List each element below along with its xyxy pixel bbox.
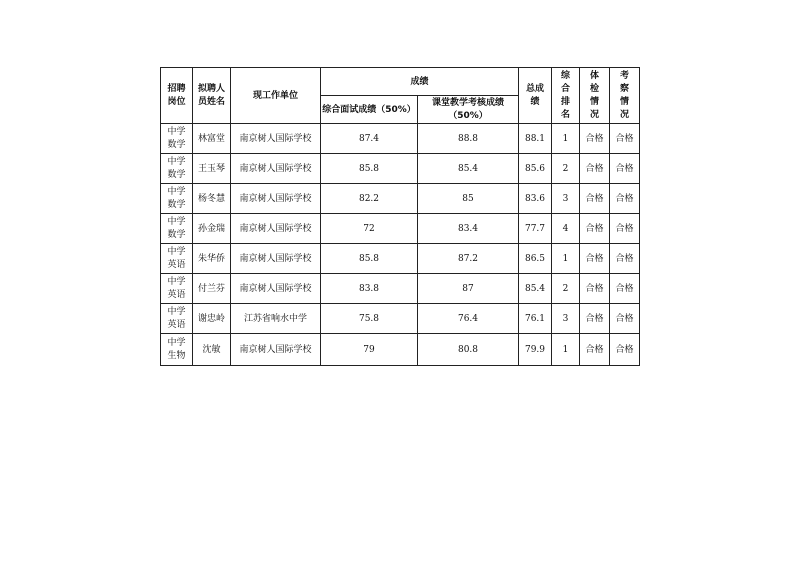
header-interview: 综合面试成绩（50%） — [321, 96, 418, 124]
table-row — [161, 334, 640, 366]
cell-physical: 合格 — [580, 334, 610, 366]
cell-unit: 南京树人国际学校 — [231, 334, 321, 366]
cell-rank: 4 — [552, 214, 580, 244]
cell-teaching: 87 — [418, 274, 519, 304]
cell-interview: 85.8 — [321, 154, 418, 184]
table-row — [161, 274, 640, 304]
cell-unit: 南京树人国际学校 — [231, 154, 321, 184]
cell-rank: 1 — [552, 124, 580, 154]
cell-interview: 82.2 — [321, 184, 418, 214]
cell-name: 谢忠岭 — [193, 304, 231, 334]
cell-unit: 南京树人国际学校 — [231, 274, 321, 304]
cell-name: 付兰芬 — [193, 274, 231, 304]
cell-total: 85.6 — [519, 154, 552, 184]
cell-total: 83.6 — [519, 184, 552, 214]
cell-interview: 79 — [321, 334, 418, 366]
cell-position: 中学 数学 — [161, 184, 193, 214]
table-row — [161, 304, 640, 334]
cell-total: 88.1 — [519, 124, 552, 154]
cell-total: 79.9 — [519, 334, 552, 366]
header-total: 总成 绩 — [519, 68, 552, 124]
cell-inspection: 合格 — [610, 124, 640, 154]
cell-name: 朱华侨 — [193, 244, 231, 274]
cell-position: 中学 数学 — [161, 214, 193, 244]
cell-teaching: 85.4 — [418, 154, 519, 184]
cell-interview: 83.8 — [321, 274, 418, 304]
cell-rank: 3 — [552, 184, 580, 214]
cell-inspection: 合格 — [610, 184, 640, 214]
cell-unit: 南京树人国际学校 — [231, 244, 321, 274]
table-header — [161, 68, 640, 124]
cell-position: 中学 英语 — [161, 244, 193, 274]
table-row — [161, 124, 640, 154]
cell-position: 中学 数学 — [161, 124, 193, 154]
cell-unit: 江苏省响水中学 — [231, 304, 321, 334]
cell-teaching: 87.2 — [418, 244, 519, 274]
table-body — [161, 124, 640, 366]
cell-inspection: 合格 — [610, 274, 640, 304]
cell-total: 86.5 — [519, 244, 552, 274]
cell-interview: 87.4 — [321, 124, 418, 154]
cell-inspection: 合格 — [610, 334, 640, 366]
cell-physical: 合格 — [580, 154, 610, 184]
cell-inspection: 合格 — [610, 214, 640, 244]
cell-name: 孙金瑞 — [193, 214, 231, 244]
table-row — [161, 154, 640, 184]
cell-rank: 3 — [552, 304, 580, 334]
cell-position: 中学 英语 — [161, 304, 193, 334]
cell-physical: 合格 — [580, 244, 610, 274]
cell-name: 沈敏 — [193, 334, 231, 366]
header-teaching: 课堂教学考核成绩 （50%） — [418, 96, 519, 124]
cell-rank: 2 — [552, 274, 580, 304]
table-row — [161, 214, 640, 244]
cell-total: 77.7 — [519, 214, 552, 244]
header-rank: 综 合 排 名 — [552, 68, 580, 124]
table-row — [161, 184, 640, 214]
header-unit: 现工作单位 — [231, 68, 321, 124]
cell-interview: 75.8 — [321, 304, 418, 334]
header-physical: 体 检 情 况 — [580, 68, 610, 124]
cell-unit: 南京树人国际学校 — [231, 184, 321, 214]
results-table — [160, 67, 640, 366]
cell-teaching: 83.4 — [418, 214, 519, 244]
cell-physical: 合格 — [580, 214, 610, 244]
cell-unit: 南京树人国际学校 — [231, 124, 321, 154]
cell-inspection: 合格 — [610, 154, 640, 184]
cell-teaching: 76.4 — [418, 304, 519, 334]
cell-interview: 85.8 — [321, 244, 418, 274]
cell-physical: 合格 — [580, 124, 610, 154]
cell-inspection: 合格 — [610, 244, 640, 274]
header-score-group: 成绩 — [321, 68, 519, 96]
header-name: 拟聘人 员姓名 — [193, 68, 231, 124]
table-row — [161, 244, 640, 274]
cell-inspection: 合格 — [610, 304, 640, 334]
cell-total: 85.4 — [519, 274, 552, 304]
cell-physical: 合格 — [580, 274, 610, 304]
cell-name: 林富堂 — [193, 124, 231, 154]
cell-rank: 1 — [552, 334, 580, 366]
header-inspection: 考 察 情 况 — [610, 68, 640, 124]
cell-position: 中学 生物 — [161, 334, 193, 366]
cell-unit: 南京树人国际学校 — [231, 214, 321, 244]
header-position: 招聘 岗位 — [161, 68, 193, 124]
cell-rank: 2 — [552, 154, 580, 184]
cell-teaching: 85 — [418, 184, 519, 214]
cell-position: 中学 数学 — [161, 154, 193, 184]
cell-rank: 1 — [552, 244, 580, 274]
cell-total: 76.1 — [519, 304, 552, 334]
cell-physical: 合格 — [580, 304, 610, 334]
cell-teaching: 80.8 — [418, 334, 519, 366]
cell-name: 王玉琴 — [193, 154, 231, 184]
cell-physical: 合格 — [580, 184, 610, 214]
cell-teaching: 88.8 — [418, 124, 519, 154]
cell-interview: 72 — [321, 214, 418, 244]
cell-name: 杨冬慧 — [193, 184, 231, 214]
cell-position: 中学 英语 — [161, 274, 193, 304]
